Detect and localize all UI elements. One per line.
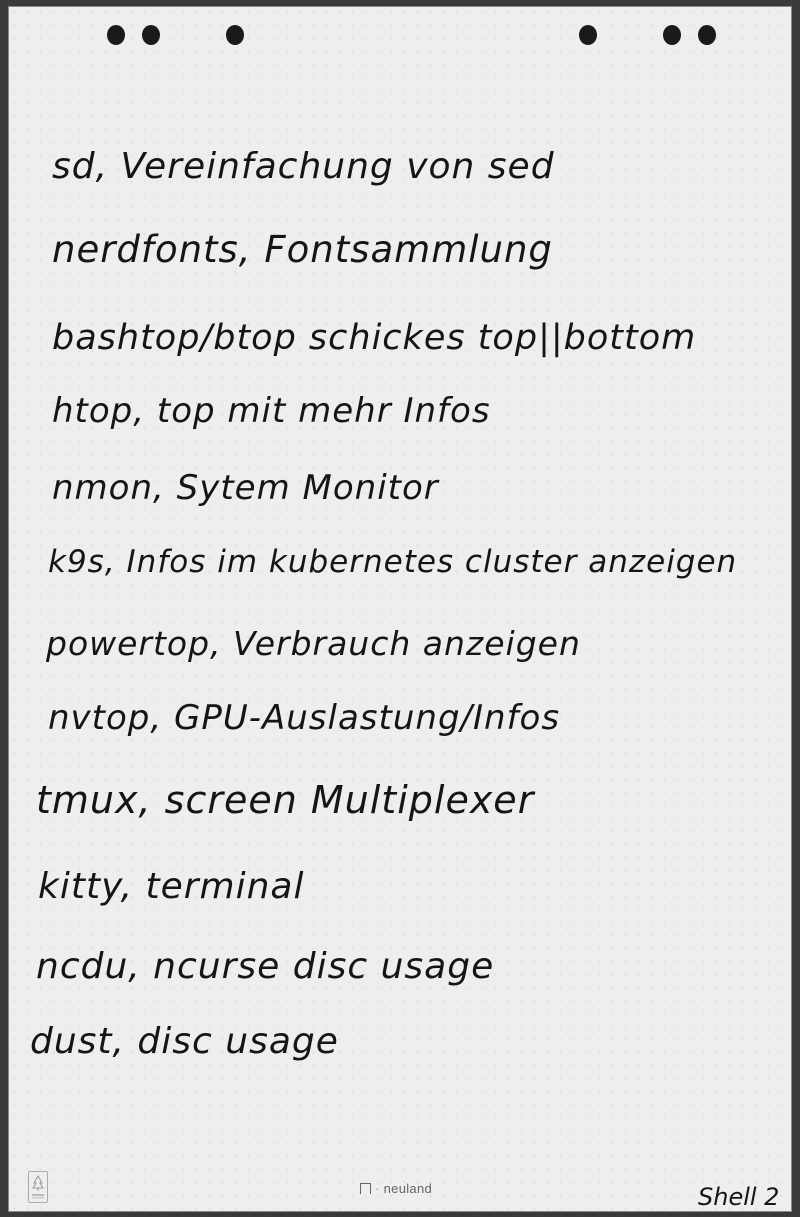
handwritten-line-bashtop: bashtop/btop schickes top||bottom — [52, 318, 697, 358]
flipchart-sheet — [8, 6, 792, 1212]
punch-hole — [698, 25, 716, 45]
punch-hole — [142, 25, 160, 45]
handwritten-line-nvtop: nvtop, GPU-Auslastung/Infos — [48, 698, 561, 738]
handwritten-line-tmux: tmux, screen Multiplexer — [36, 778, 535, 822]
punch-hole — [107, 25, 125, 45]
punch-hole — [226, 25, 244, 45]
punch-hole — [663, 25, 681, 45]
punch-hole — [579, 25, 597, 45]
handwritten-line-ncdu: ncdu, ncurse disc usage — [36, 946, 495, 987]
page-label: Shell 2 — [698, 1183, 780, 1211]
handwritten-line-nerdfonts: nerdfonts, Fontsammlung — [52, 228, 553, 271]
brand-name: neuland — [383, 1181, 433, 1196]
handwritten-line-kitty: kitty, terminal — [38, 866, 305, 907]
handwritten-line-htop: htop, top mit mehr Infos — [52, 391, 491, 431]
neuland-logo-icon — [360, 1183, 371, 1194]
fsc-logo-icon — [28, 1171, 48, 1203]
handwritten-line-nmon: nmon, Sytem Monitor — [52, 468, 439, 508]
handwritten-line-dust: dust, disc usage — [30, 1021, 339, 1062]
neuland-brand-logo: · neuland — [360, 1181, 432, 1196]
handwritten-line-k9s: k9s, Infos im kubernetes cluster anzeigen — [48, 544, 738, 580]
handwritten-line-sd: sd, Vereinfachung von sed — [52, 146, 555, 187]
handwritten-line-powertop: powertop, Verbrauch anzeigen — [46, 624, 581, 663]
